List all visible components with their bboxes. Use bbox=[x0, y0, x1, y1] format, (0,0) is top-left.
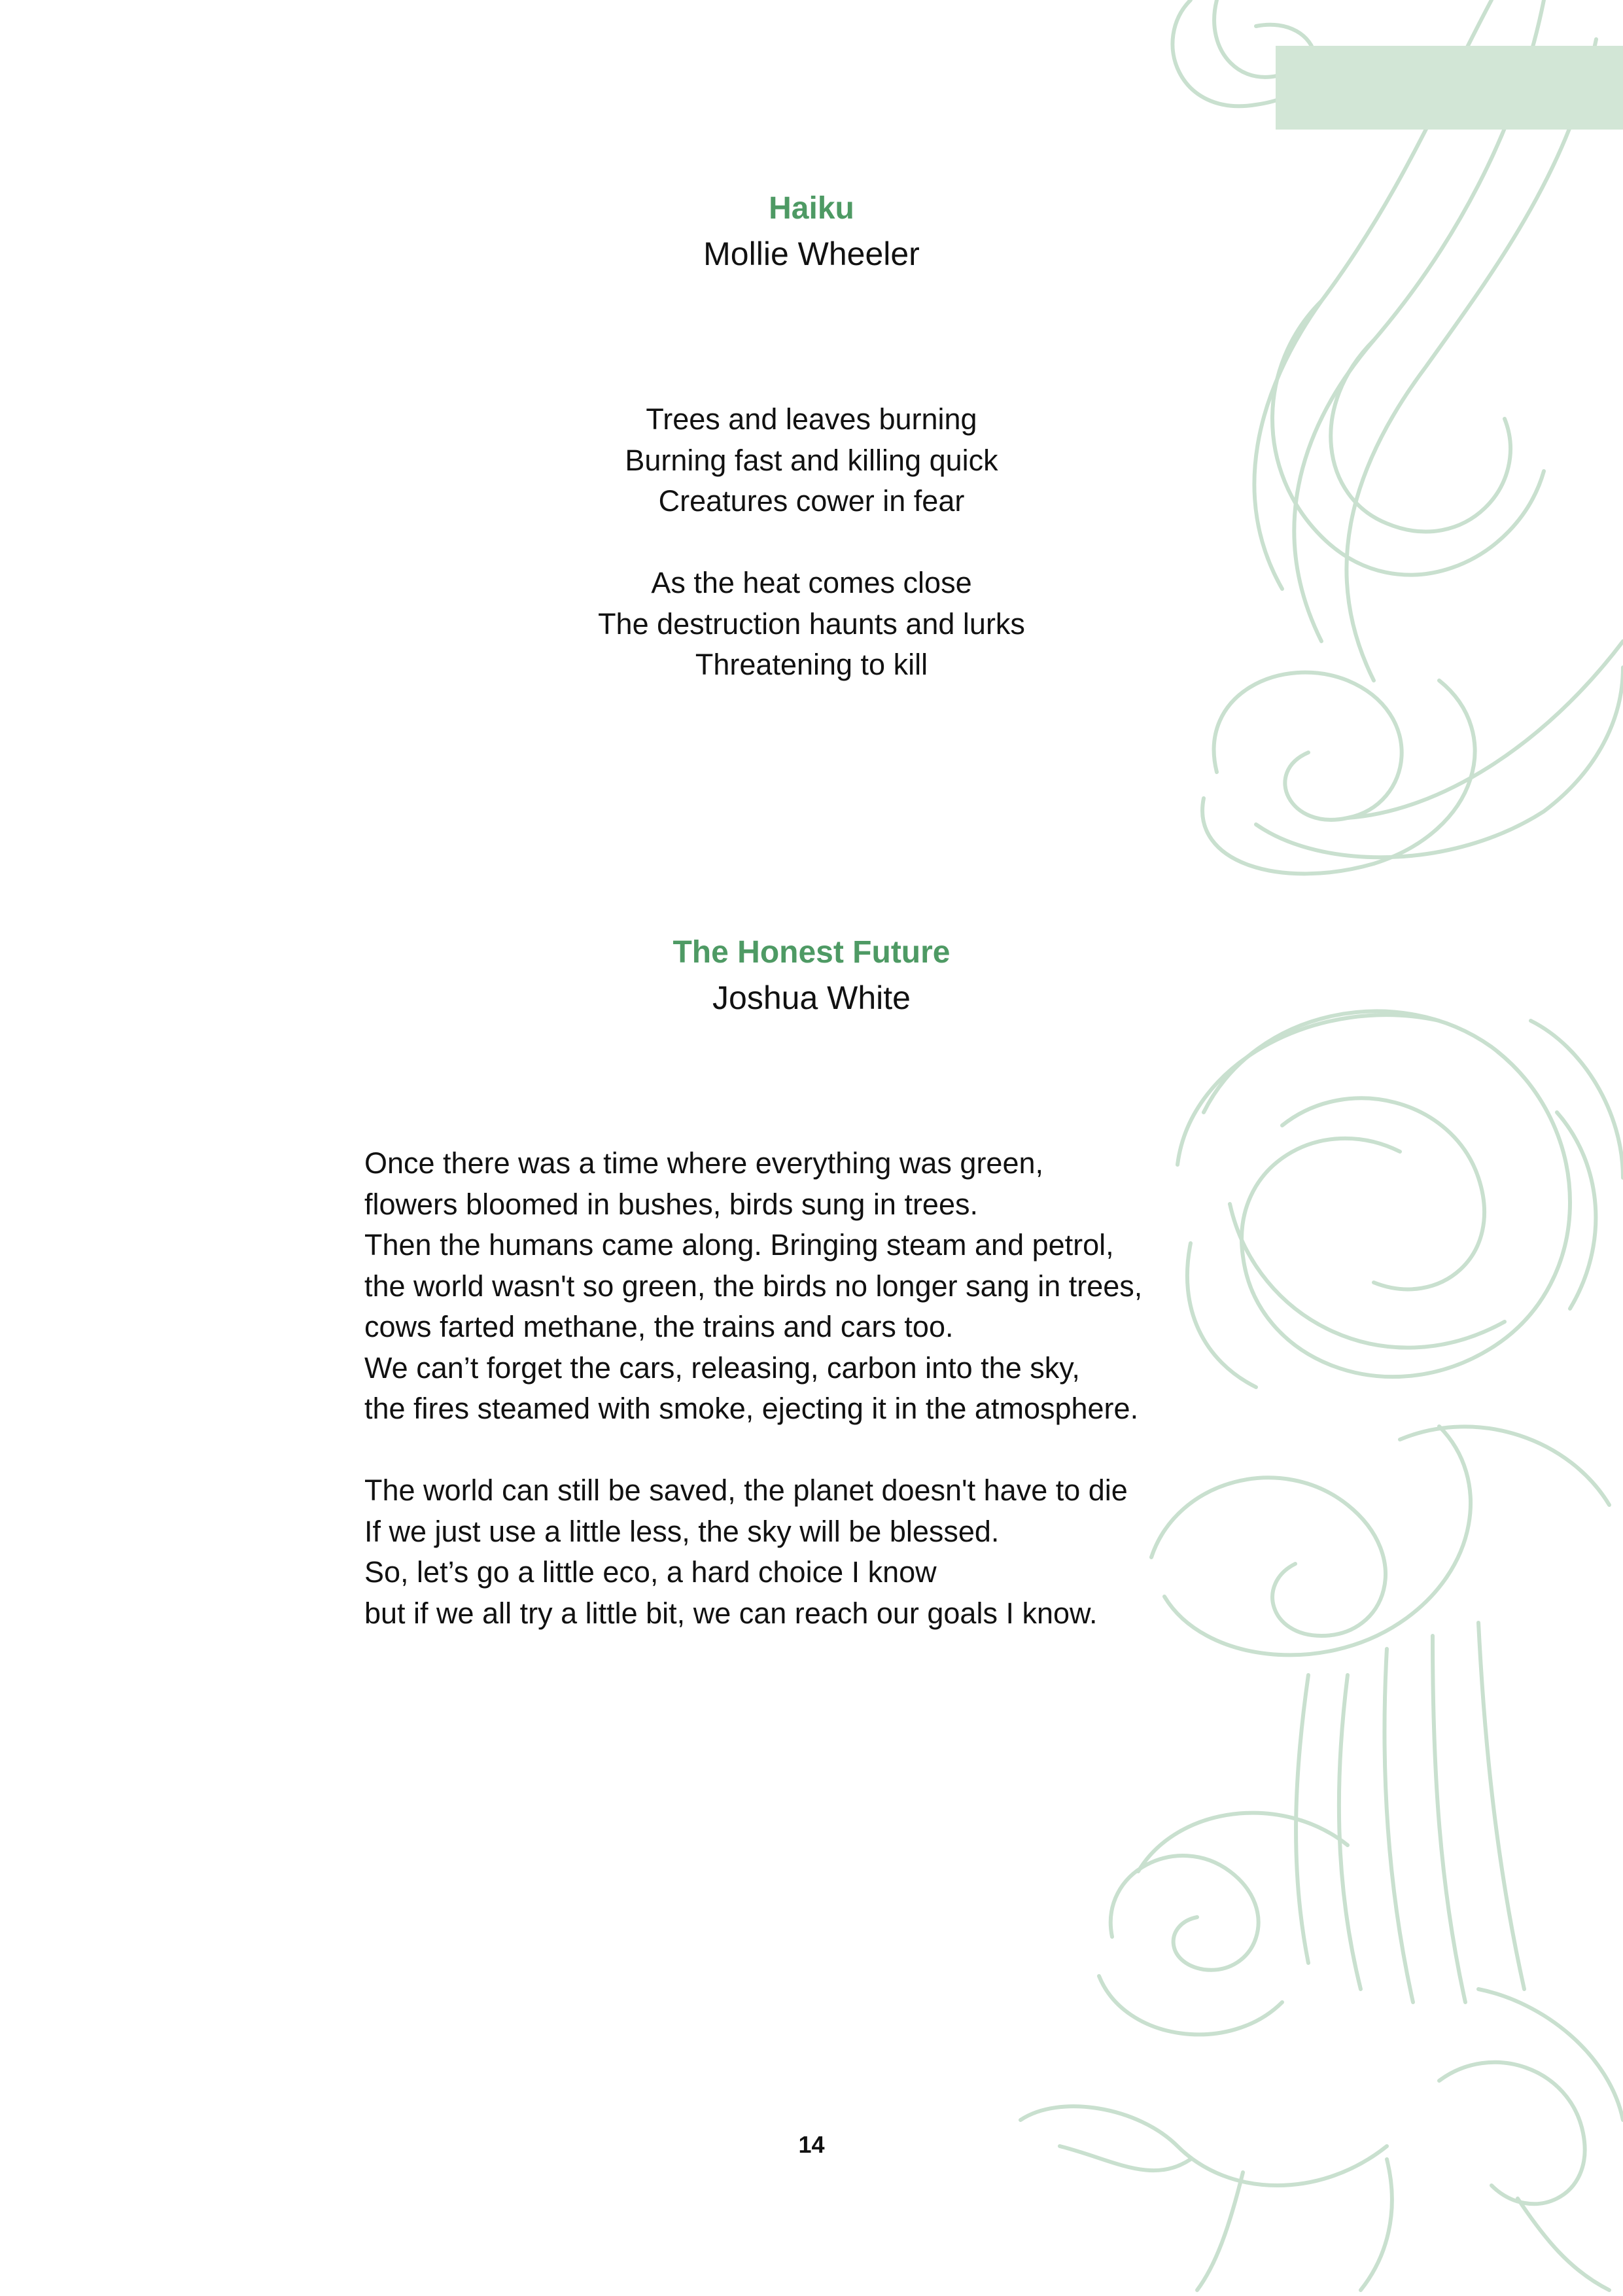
poem-line: Trees and leaves burning bbox=[646, 402, 977, 436]
poem-line: but if we all try a little bit, we can reach our goals I know. bbox=[364, 1596, 1098, 1630]
poem-line: We can’t forget the cars, releasing, carbon into the sky, bbox=[364, 1351, 1080, 1385]
poem-line: flowers bloomed in bushes, birds sung in trees. bbox=[364, 1187, 978, 1221]
poem-line: cows farted methane, the trains and cars too. bbox=[364, 1310, 954, 1343]
poem-title: The Honest Future bbox=[672, 935, 951, 970]
poem-the-honest-future bbox=[0, 930, 1623, 1630]
stanza bbox=[364, 1143, 1215, 1430]
poem-line: The world can still be saved, the planet doesn't have to die bbox=[364, 1474, 1128, 1507]
poem-line: Burning fast and killing quick bbox=[625, 443, 998, 477]
poem-author: Mollie Wheeler bbox=[703, 236, 920, 272]
poem-line: If we just use a little less, the sky will be blessed. bbox=[364, 1514, 1000, 1548]
poem-line: The destruction haunts and lurks bbox=[598, 607, 1025, 641]
poem-title: Haiku bbox=[769, 191, 854, 226]
poem-line: As the heat comes close bbox=[651, 566, 972, 599]
poem-line: the fires steamed with smoke, ejecting it in the atmosphere. bbox=[364, 1392, 1139, 1425]
poem-line: Creatures cower in fear bbox=[658, 484, 965, 518]
stanza bbox=[0, 399, 1623, 522]
poem-line: Then the humans came along. Bringing steam and petrol, bbox=[364, 1228, 1114, 1262]
poem-line: Once there was a time where everything was green, bbox=[364, 1146, 1044, 1180]
poem-line: Threatening to kill bbox=[695, 648, 928, 681]
poem-body bbox=[0, 399, 1623, 686]
poem-haiku bbox=[0, 186, 1623, 681]
poem-body bbox=[364, 1143, 1215, 1634]
page-number: 14 bbox=[798, 2131, 825, 2158]
stanza bbox=[0, 563, 1623, 686]
poem-line: the world wasn't so green, the birds no longer sang in trees, bbox=[364, 1269, 1143, 1303]
poem-author: Joshua White bbox=[712, 980, 911, 1016]
corner-color-tab bbox=[1276, 46, 1623, 130]
stanza bbox=[364, 1470, 1215, 1634]
poem-line: So, let’s go a little eco, a hard choice I know bbox=[364, 1555, 937, 1589]
